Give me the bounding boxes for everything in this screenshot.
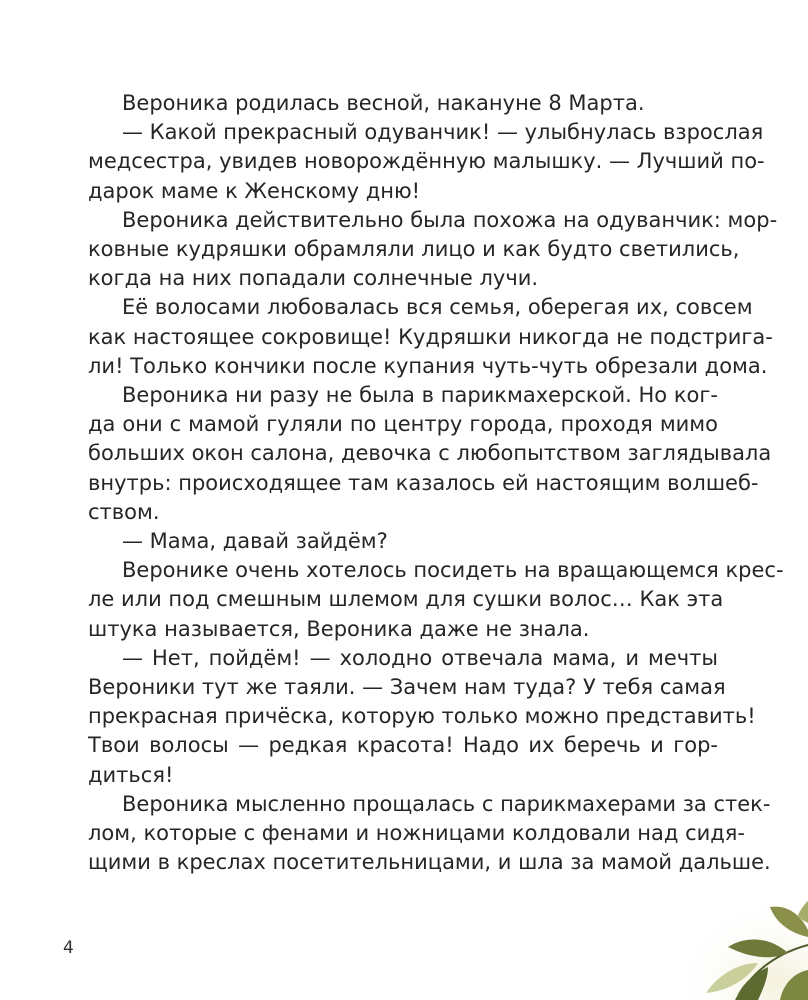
story-text (88, 89, 784, 877)
text-line: дарок маме к Женскому дню! (88, 178, 421, 203)
text-line: Её волосами любовалась вся семья, оберегая их, совсем (122, 295, 753, 320)
paragraph (88, 89, 718, 118)
text-line: диться! (88, 762, 174, 787)
paragraph (88, 293, 773, 381)
text-line: ле или под смешным шлемом для сушки волос… Как эта (88, 587, 724, 612)
page-number: 4 (63, 938, 74, 958)
text-line: — Нет, пойдём! — холодно отвечала мама, и мечты (122, 645, 718, 670)
text-line: ством. (88, 499, 160, 524)
text-line: Вероника ни разу не была в парикмахерской. Но ког- (122, 383, 718, 408)
text-line: — Какой прекрасный одуванчик! — улыбнулась взрослая (122, 120, 764, 145)
text-line: Вероника мысленно прощалась с парикмахерами за стек- (122, 791, 771, 816)
text-line: Вероника родилась весной, накануне 8 Марта. (122, 91, 645, 115)
text-line: Веронике очень хотелось посидеть на вращающемся крес- (122, 558, 784, 583)
text-line: лом, которые с фенами и ножницами колдовали над сидя- (88, 821, 745, 846)
text-line: щими в креслах посетительницами, и шла за мамой дальше. (88, 850, 771, 875)
paragraph (88, 644, 756, 790)
text-line: больших окон салона, девочка с любопытством заглядывала (88, 441, 772, 466)
text-line: медсестра, увидев новорождённую малышку. — Лучший по- (88, 149, 765, 174)
text-line: — Мама, давай зайдём? (122, 529, 388, 554)
paragraph (88, 381, 772, 527)
text-line: Вероника действительно была похожа на одуванчик: мор- (122, 207, 778, 232)
text-line: штука называется, Вероника даже не знала. (88, 616, 590, 641)
paragraph (88, 206, 778, 294)
text-line: как настоящее сокровище! Кудряшки никогда не подстрига- (88, 324, 773, 349)
paragraph (88, 790, 771, 878)
leaf-decoration (658, 875, 808, 1000)
text-line: внутрь: происходящее там казалось ей настоящим волшеб- (88, 470, 759, 495)
paragraph (88, 118, 765, 206)
text-line: когда на них попадали солнечные лучи. (88, 266, 539, 291)
text-line: ковные кудряшки обрамляли лицо и как будто светились, (88, 237, 740, 262)
paragraph (88, 527, 718, 556)
paragraph (88, 556, 784, 644)
text-line: Твои волосы — редкая красота! Надо их беречь и гор- (88, 733, 718, 758)
text-line: Вероники тут же таяли. — Зачем нам туда? У тебя самая (88, 675, 726, 700)
text-line: ли! Только кончики после купания чуть-чуть обрезали дома. (88, 353, 768, 378)
text-line: да они с мамой гуляли по центру города, проходя мимо (88, 412, 718, 437)
text-line: прекрасная причёска, которую только можно представить! (88, 704, 756, 729)
